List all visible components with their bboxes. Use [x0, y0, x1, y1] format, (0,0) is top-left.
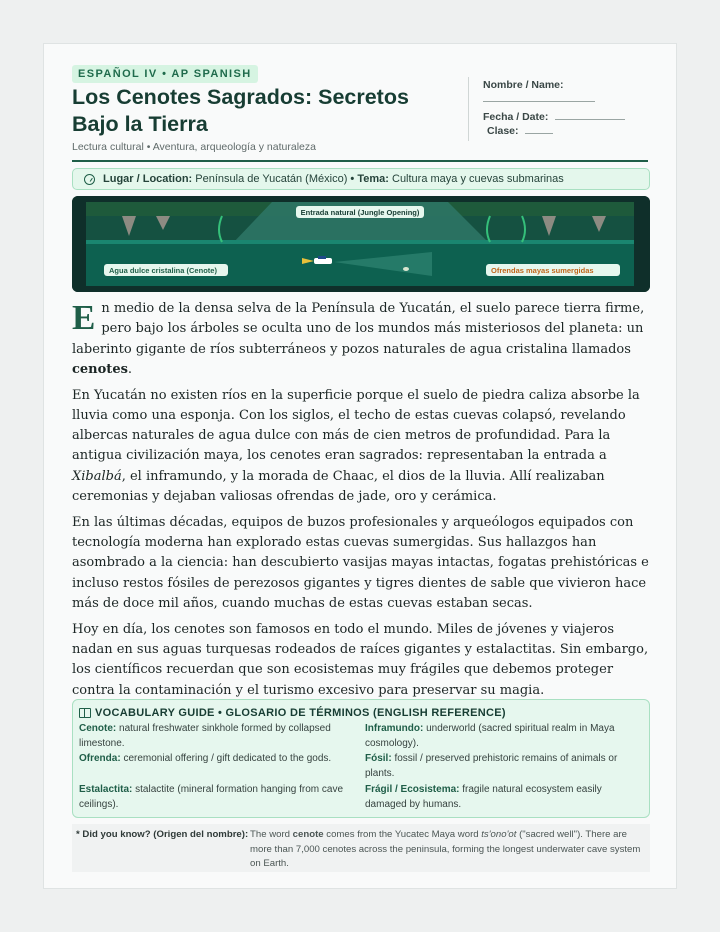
compass-icon [84, 174, 95, 185]
worksheet-page [43, 43, 677, 889]
page-subtitle: Lectura cultural • Aventura, arqueología y naturaleza [72, 141, 316, 153]
cenote-scene [72, 196, 650, 292]
page-title: Los Cenotes Sagrados: Secretos Bajo la Tierra [72, 85, 409, 136]
location-bar: Lugar / Location: Península de Yucatán (México) • Tema: Cultura maya y cuevas submarinas [72, 168, 650, 190]
keyword-xibalba: Xibalbá [72, 468, 122, 484]
course-badge: ESPAÑOL IV • AP SPANISH [72, 65, 258, 83]
date-field[interactable] [555, 112, 625, 120]
topic-value: Cultura maya y cuevas submarinas [392, 173, 564, 185]
vocab-item: Estalactita: stalactite (mineral formation hanging from cave ceilings). [79, 784, 344, 810]
worksheet-header [72, 44, 648, 162]
student-info-box [468, 77, 648, 141]
note-text: The word cenote comes from the Yucatec Maya word ts'ono'ot ("sacred well"). There are more than 7,000 cenotes across the peninsula, forming the longest underwater cave system on Earth. [250, 829, 641, 869]
vocab-item: Inframundo: underworld (sacred spiritual realm in Maya cosmology). [365, 723, 615, 749]
book-icon [79, 708, 91, 718]
paragraph-4: Hoy en día, los cenotes son famosos en todo el mundo. Miles de jóvenes y viajeros nadan en sus aguas turquesas rodeados de raíces gigantes y estalactitas. Sin embargo, los científicos recuerdan que son ecosistemas muy frágiles que debemos proteger contra la contaminación y el turismo excesivo para preservar su magia. [72, 621, 649, 698]
vocab-item: Ofrenda: ceremonial offering / gift dedicated to the gods. [79, 753, 332, 764]
topic-label: Tema: [357, 173, 389, 185]
paragraph-3: En las últimas décadas, equipos de buzos profesionales y arqueólogos equipados con tecnología moderna han explorado estas cuevas sumergidas. Sus hallazgos han asombrado a la ciencia: han descubierto vasijas mayas intactas, fogatas prehistóricas e incluso restos fósiles de perezosos gigantes y tigres dientes de sable que vivieron hace más de doce mil años, cuando muchas de estas cuevas estaban secas. [72, 514, 649, 611]
date-label: Fecha / Date: [483, 111, 549, 123]
vocabulary-title: VOCABULARY GUIDE • GLOSARIO DE TÉRMINOS (ENGLISH REFERENCE) [95, 707, 506, 719]
paragraph-1: En medio de la densa selva de la Península de Yucatán, el suelo parece tierra firme, pero bajo los árboles se oculta uno de los mundos más misteriosos del planeta: un laberinto gigante de ríos subterráneos y pozos naturales de agua cristalina llamados cenotes. [72, 298, 645, 377]
reading-passage [72, 299, 650, 706]
offering-vessel [403, 267, 409, 271]
entrance-label: Entrada natural (Jungle Opening) [300, 208, 420, 217]
did-you-know-note [72, 824, 650, 872]
vocabulary-guide [72, 699, 650, 818]
class-label: Clase: [487, 125, 519, 137]
vocab-item: Frágil / Ecosistema: fragile natural ecosystem easily damaged by humans. [365, 784, 602, 810]
keyword-cenotes: cenotes [72, 361, 128, 377]
name-label: Nombre / Name: [483, 79, 564, 91]
vocab-item: Cenote: natural freshwater sinkhole formed by collapsed limestone. [79, 723, 331, 749]
vocab-item: Fósil: fossil / preserved prehistoric remains of animals or plants. [365, 753, 618, 779]
note-label: * Did you know? (Origen del nombre): [76, 829, 249, 840]
paragraph-2: En Yucatán no existen ríos en la superficie porque el suelo de piedra caliza absorbe la lluvia como una esponja. Con los siglos, el techo de estas cuevas colapsó, revelando albercas naturales de agua dulce con más de cien metros de profundidad. Para la antigua civilización maya, los cenotes eran sagrados: representaban la entrada a Xibalbá, el inframundo, y la morada de Chaac, el dios de la lluvia. Allí realizaban ceremonias y dejaban valiosas ofrendas de jade, oro y cerámica. [72, 387, 640, 505]
name-field[interactable] [483, 94, 595, 102]
location-value: Península de Yucatán (México) [195, 173, 348, 185]
offerings-label: Ofrendas mayas sumergidas [491, 266, 594, 275]
drop-cap: E [72, 298, 96, 337]
water-label: Agua dulce cristalina (Cenote) [109, 266, 217, 275]
class-field[interactable] [525, 126, 553, 134]
location-label: Lugar / Location: [103, 173, 193, 185]
cenote-illustration [72, 196, 650, 292]
